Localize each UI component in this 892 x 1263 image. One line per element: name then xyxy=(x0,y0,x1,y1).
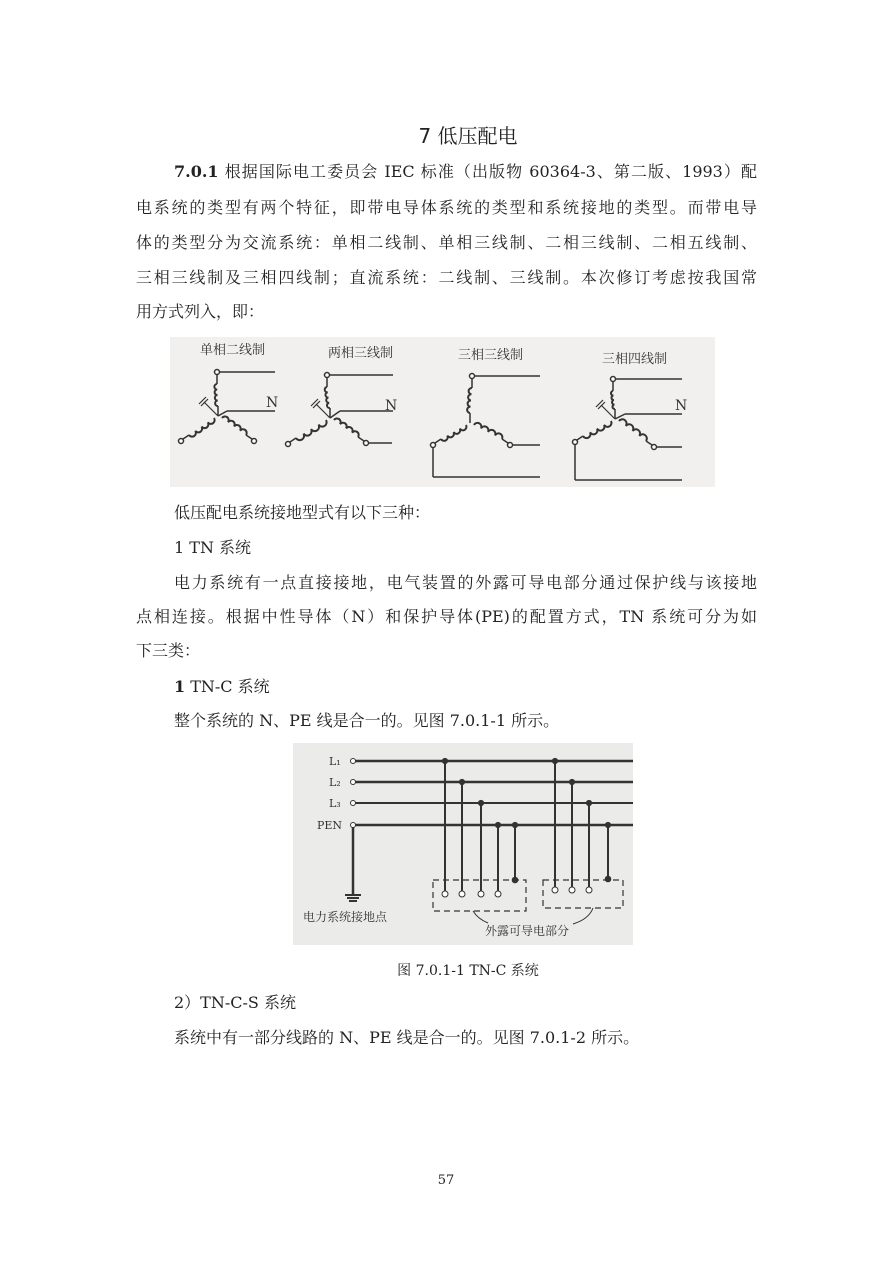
para3-line: 电力系统有一点直接接地，电气装置的外露可导电部分通过保护线与该接地 xyxy=(174,573,757,592)
bus-terminal xyxy=(351,759,356,764)
neutral-label: N xyxy=(385,398,398,414)
para1-line: 电系统的类型有两个特征，即带电导体系统的类型和系统接地的类型。而带电导 xyxy=(136,198,757,217)
bus-terminal xyxy=(351,780,356,785)
terminal xyxy=(215,370,220,375)
exposed-conductive-parts-label: 外露可导电部分 xyxy=(485,924,570,938)
wire xyxy=(218,411,227,416)
equipment-terminal xyxy=(569,887,575,893)
terminal xyxy=(431,443,436,448)
terminal xyxy=(286,442,291,447)
neutral-label: N xyxy=(675,398,688,414)
label-three-phase-4wire: 三相四线制 xyxy=(602,352,668,367)
para3-line: 点相连接。根据中性导体（N）和保护导体(PE)的配置方式，TN 系统可分为如 xyxy=(136,607,757,626)
junction-dot xyxy=(442,758,447,763)
wiring-systems-figure xyxy=(170,337,715,487)
winding-coil xyxy=(619,419,647,441)
label-single-phase-2wire: 单相二线制 xyxy=(200,343,266,358)
heading-tn-c-system: 1 TN-C 系统 xyxy=(174,677,270,696)
winding-coil xyxy=(611,391,615,409)
terminal xyxy=(179,439,184,444)
line-label-l1: L₁ xyxy=(329,755,341,768)
winding-coil xyxy=(214,384,218,406)
junction-dot xyxy=(459,779,464,784)
para1-line: 三相三线制及三相四线制；直流系统：二线制、三线制。本次修订考虑按我国常 xyxy=(136,268,757,287)
wire xyxy=(577,436,583,440)
wire xyxy=(502,439,508,443)
para4: 整个系统的 N、PE 线是合一的。见图 7.0.1-1 所示。 xyxy=(174,711,560,730)
winding-coil xyxy=(189,418,215,437)
winding-coil xyxy=(583,421,611,438)
junction-dot xyxy=(478,800,483,805)
terminal xyxy=(508,443,513,448)
junction-dot xyxy=(586,800,591,805)
heading-tn-c-s-system: 2）TN-C-S 系统 xyxy=(174,993,296,1012)
para1-line: 7.0.1 根据国际电工委员会 IEC 标准（出版物 60364-3、第二版、1993）配 xyxy=(174,162,757,181)
equipment-terminal xyxy=(552,887,558,893)
line-label-l3: L₃ xyxy=(329,797,341,810)
winding-coil xyxy=(474,423,502,439)
wire xyxy=(358,437,364,441)
equipment-terminal xyxy=(459,891,465,897)
terminal xyxy=(470,374,475,379)
winding-coil xyxy=(441,425,466,441)
wire xyxy=(435,439,441,443)
heading-tn-system: 1 TN 系统 xyxy=(174,538,252,557)
para1-line: 用方式列入，即： xyxy=(136,302,265,321)
chapter-title: 7 低压配电 xyxy=(418,124,518,148)
para3-line: 下三类： xyxy=(136,641,201,660)
terminal xyxy=(611,377,616,382)
clause-number: 7.0.1 xyxy=(174,162,219,181)
pe-connection-dot xyxy=(605,876,611,882)
winding-coil xyxy=(296,420,327,440)
bus-terminal xyxy=(351,823,356,828)
label-three-phase-3wire: 三相三线制 xyxy=(458,348,524,363)
ground-point-label: 电力系统接地点 xyxy=(303,910,388,924)
leader-line xyxy=(573,908,593,924)
junction-dot xyxy=(605,822,610,827)
junction-dot xyxy=(569,779,574,784)
line-label-pen: PEN xyxy=(317,819,343,832)
terminal xyxy=(573,440,578,445)
line-label-l2: L₂ xyxy=(329,776,341,789)
winding-coil xyxy=(467,388,472,413)
equipment-terminal xyxy=(478,891,484,897)
junction-dot xyxy=(512,822,517,827)
junction-dot xyxy=(552,758,557,763)
neutral-label: N xyxy=(266,395,279,411)
wire xyxy=(183,435,189,439)
equipment-terminal xyxy=(442,891,448,897)
tn-c-system-figure xyxy=(293,743,633,945)
wire xyxy=(290,438,296,442)
label-two-phase-3wire: 两相三线制 xyxy=(328,346,394,361)
para1-line: 体的类型分为交流系统：单相二线制、单相三线制、二相三线制、二相五线制、 xyxy=(136,233,757,252)
equipment-terminal xyxy=(586,887,592,893)
terminal xyxy=(652,445,657,450)
figure-caption: 图 7.0.1-1 TN-C 系统 xyxy=(397,963,539,979)
terminal xyxy=(364,441,369,446)
wire xyxy=(330,411,340,418)
terminal xyxy=(325,373,330,378)
page-number: 57 xyxy=(437,1173,455,1188)
winding-coil xyxy=(334,418,359,437)
leader-line xyxy=(473,911,488,923)
terminal xyxy=(252,439,257,444)
junction-dot xyxy=(495,822,500,827)
winding-coil xyxy=(222,416,247,435)
para5: 系统中有一部分线路的 N、PE 线是合一的。见图 7.0.1-2 所示。 xyxy=(174,1028,640,1047)
para2: 低压配电系统接地型式有以下三种： xyxy=(174,503,431,522)
winding-coil xyxy=(325,387,330,408)
wire xyxy=(246,435,252,439)
bus-terminal xyxy=(351,801,356,806)
equipment-terminal xyxy=(495,891,501,897)
wire xyxy=(646,441,652,445)
wire xyxy=(615,414,625,419)
